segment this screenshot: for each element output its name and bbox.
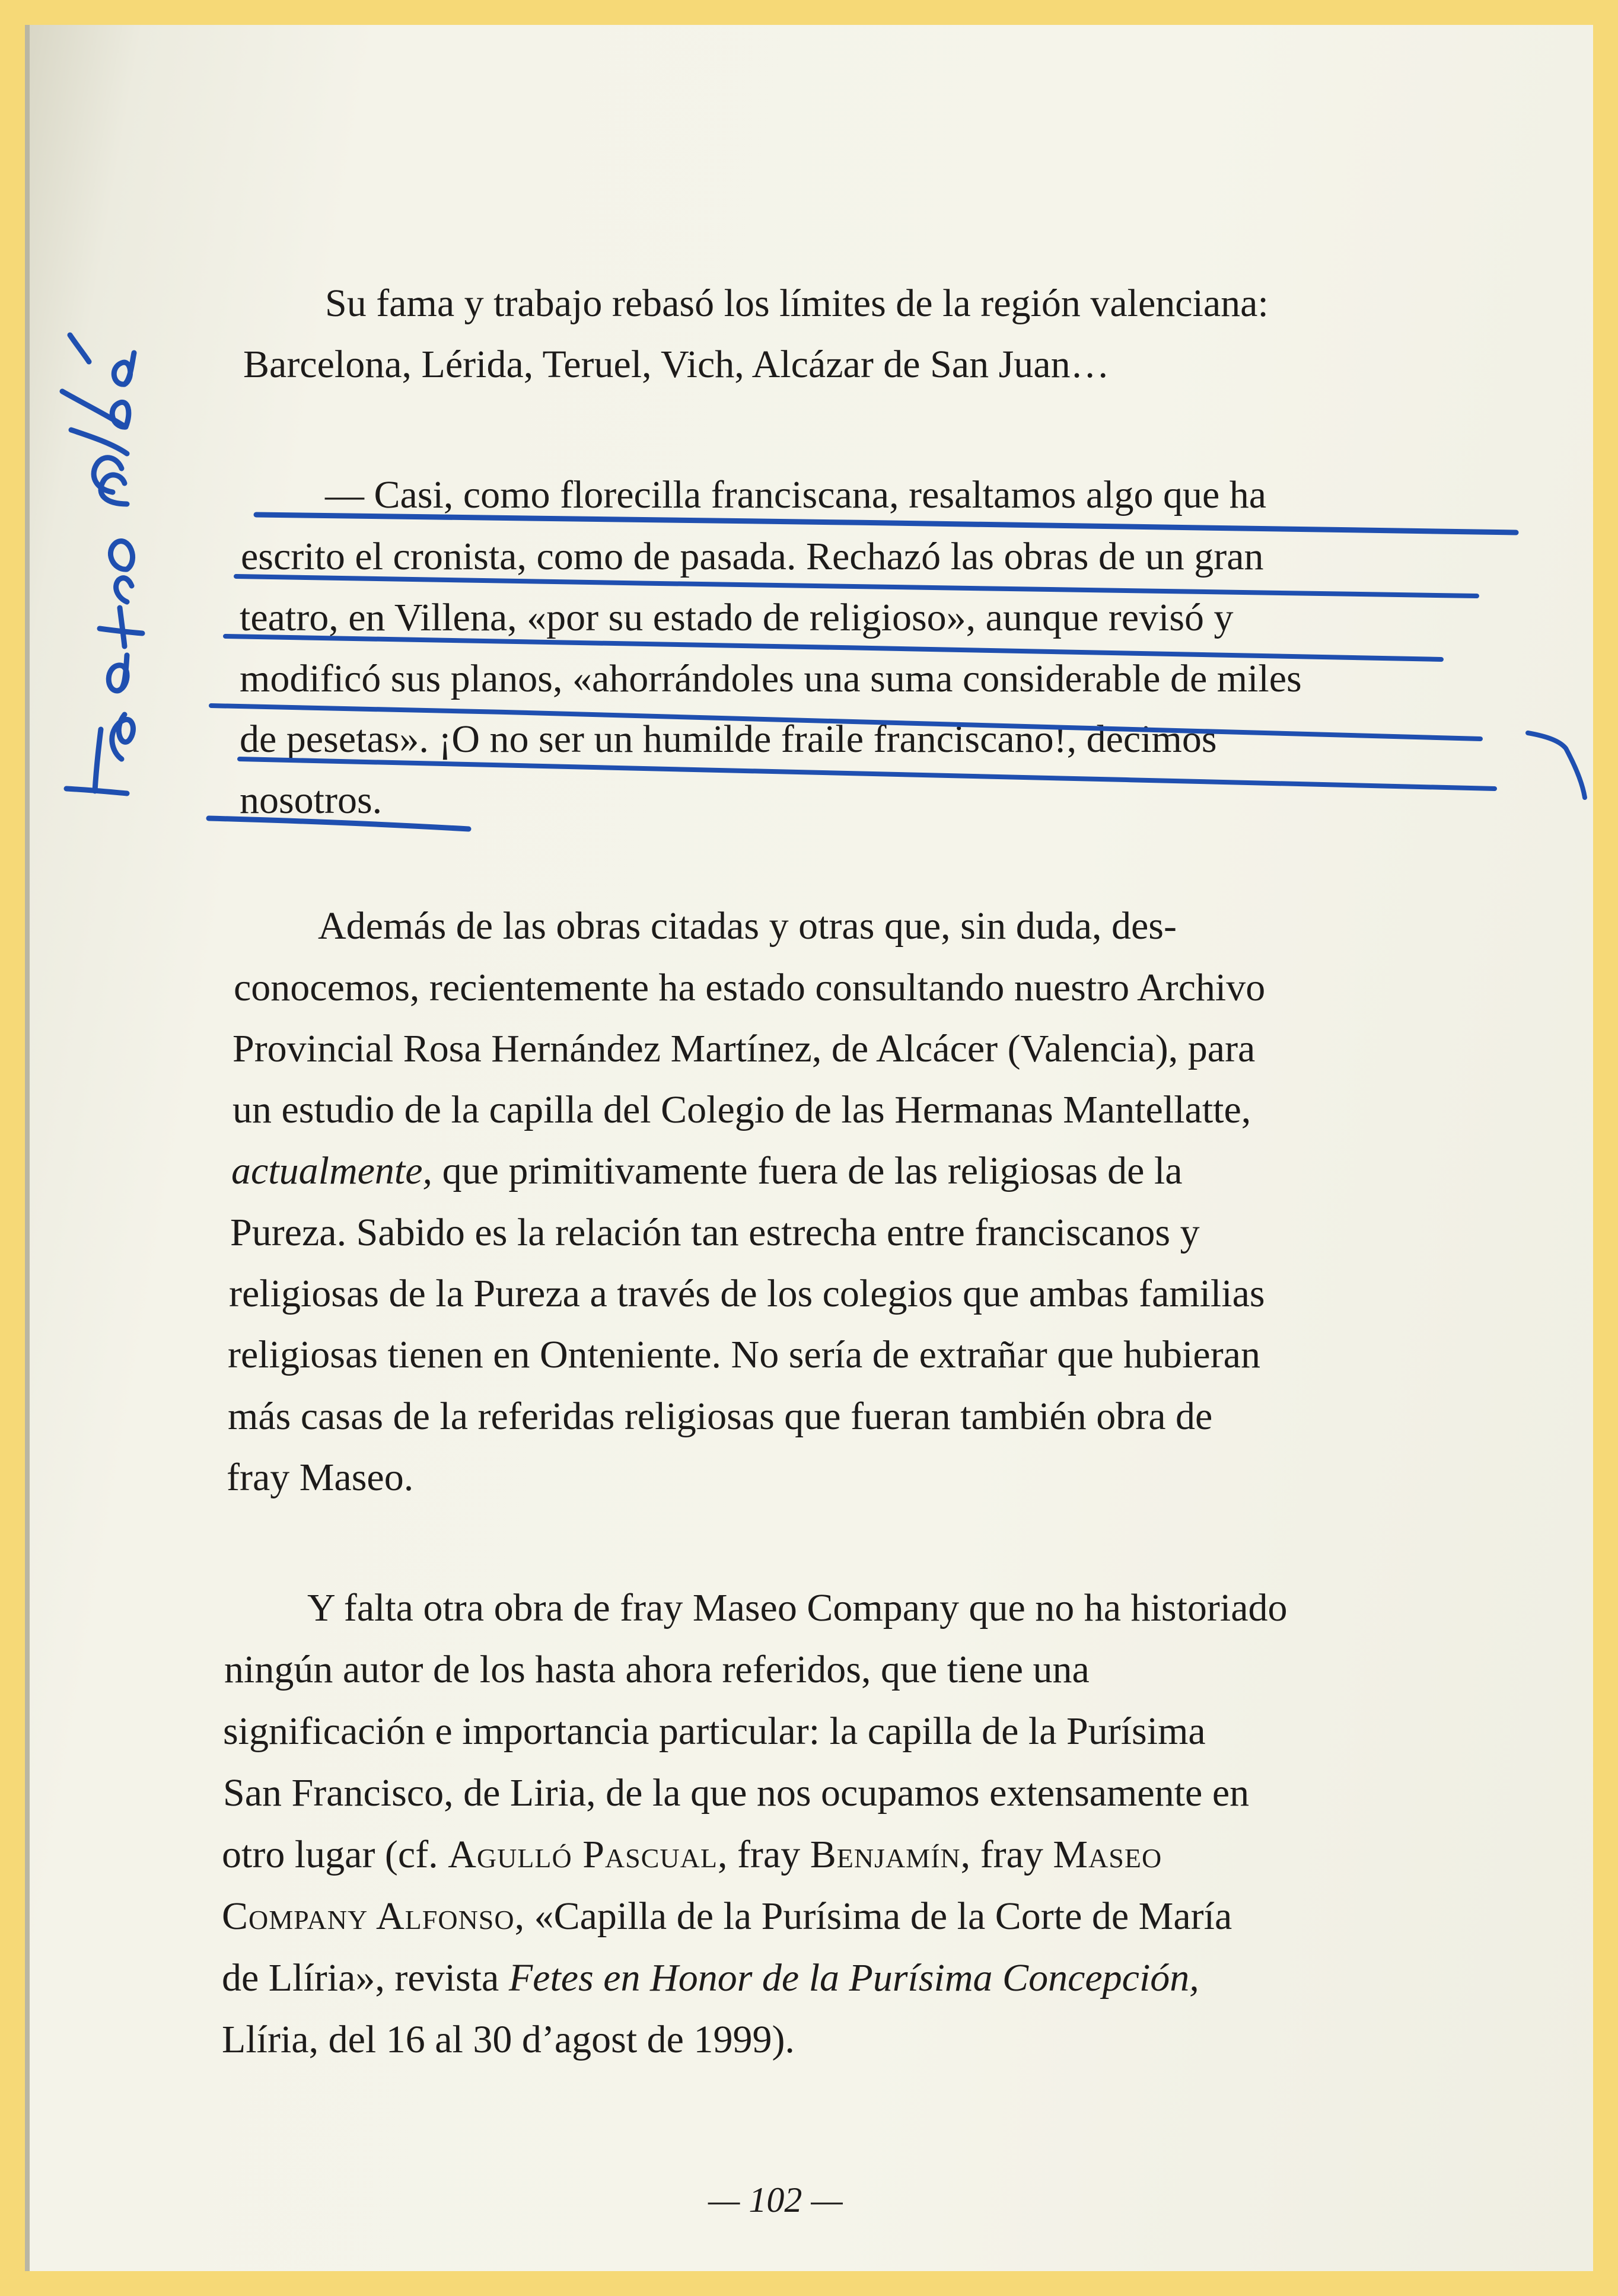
citation-prefix: otro lugar (cf. <box>222 1833 448 1876</box>
paragraph-2-line-6: nosotros. <box>240 779 383 822</box>
paragraph-2-line-2: escrito el cronista, como de pasada. Rechazó las obras de un gran <box>241 535 1264 578</box>
citation-article-title: , «Capilla de la Purísima de la Corte de María <box>514 1895 1232 1938</box>
paragraph-3-line-6: Pureza. Sabido es la relación tan estrecha entre franciscanos y <box>230 1211 1200 1254</box>
paragraph-2-line-1: — Casi, como florecilla franciscana, resaltamos algo que ha <box>325 473 1267 516</box>
paragraph-4-line-2: ningún autor de los hasta ahora referidos, que tiene una <box>224 1648 1090 1691</box>
paragraph-2-line-3: teatro, en Villena, «por su estado de religioso», aunque revisó y <box>240 596 1234 639</box>
paragraph-3-line-9: más casas de la referidas religiosas que fueran también obra de <box>228 1395 1213 1438</box>
citation-journal-title: Fetes en Honor de la Purísima Concepción, <box>508 1956 1199 2000</box>
page-gutter-shadow <box>25 25 30 2271</box>
paragraph-4-line-7 <box>222 1947 1199 2009</box>
citation-author-surname: Agulló Pascual <box>448 1833 718 1876</box>
citation-separator: , fray <box>717 1833 810 1876</box>
paragraph-4-line-5 <box>222 1824 1162 1886</box>
paragraph-3-line-7: religiosas de la Pureza a través de los colegios que ambas familias <box>229 1272 1265 1315</box>
citation-author-name: Benjamín <box>810 1833 961 1876</box>
paragraph-4-line-1: Y falta otra obra de fray Maseo Company que no ha historiado <box>307 1586 1288 1629</box>
paragraph-1-line-1: Su fama y trabajo rebasó los límites de la región valenciana: <box>325 282 1269 325</box>
paragraph-4-line-8: Llíria, del 16 al 30 d’agost de 1999). <box>222 2018 795 2061</box>
paragraph-2-line-4: modificó sus planos, «ahorrándoles una suma considerable de miles <box>240 657 1302 700</box>
citation-separator-2: , fray <box>960 1833 1053 1876</box>
emphasis-actualmente: actualmente, <box>231 1149 433 1192</box>
citation-author-2-name: Maseo <box>1053 1833 1162 1876</box>
paragraph-1-line-2: Barcelona, Lérida, Teruel, Vich, Alcázar de San Juan… <box>243 343 1110 386</box>
paragraph-3-line-2: conocemos, recientemente ha estado consultando nuestro Archivo <box>234 966 1266 1009</box>
paragraph-3-line-10: fray Maseo. <box>227 1456 414 1499</box>
citation-journal-prefix: de Llíria», revista <box>222 1956 509 2000</box>
paragraph-3-line-8: religiosas tienen en Onteniente. No sería de extrañar que hubieran <box>228 1333 1260 1376</box>
paragraph-4-line-4: San Francisco, de Liria, de la que nos ocupamos extensamente en <box>223 1771 1250 1815</box>
citation-author-2-surname: Company Alfonso <box>222 1895 515 1938</box>
paragraph-3-line-5-rest: que primitivamente fuera de las religiosas de la <box>432 1149 1183 1192</box>
paragraph-3-line-3: Provincial Rosa Hernández Martínez, de Alcácer (Valencia), para <box>232 1027 1256 1070</box>
paragraph-4-line-3: significación e importancia particular: la capilla de la Purísima <box>223 1710 1206 1753</box>
paragraph-3-line-1: Además de las obras citadas y otras que, sin duda, des- <box>318 904 1177 948</box>
paragraph-3-line-5 <box>231 1140 1183 1202</box>
paragraph-2-line-5: de pesetas». ¡O no ser un humilde fraile franciscano!, decimos <box>240 718 1217 761</box>
paragraph-4-line-6 <box>222 1886 1232 1947</box>
paragraph-3-line-4: un estudio de la capilla del Colegio de las Hermanas Mantellatte, <box>232 1088 1251 1131</box>
page-number: — 102 — <box>708 2180 843 2220</box>
